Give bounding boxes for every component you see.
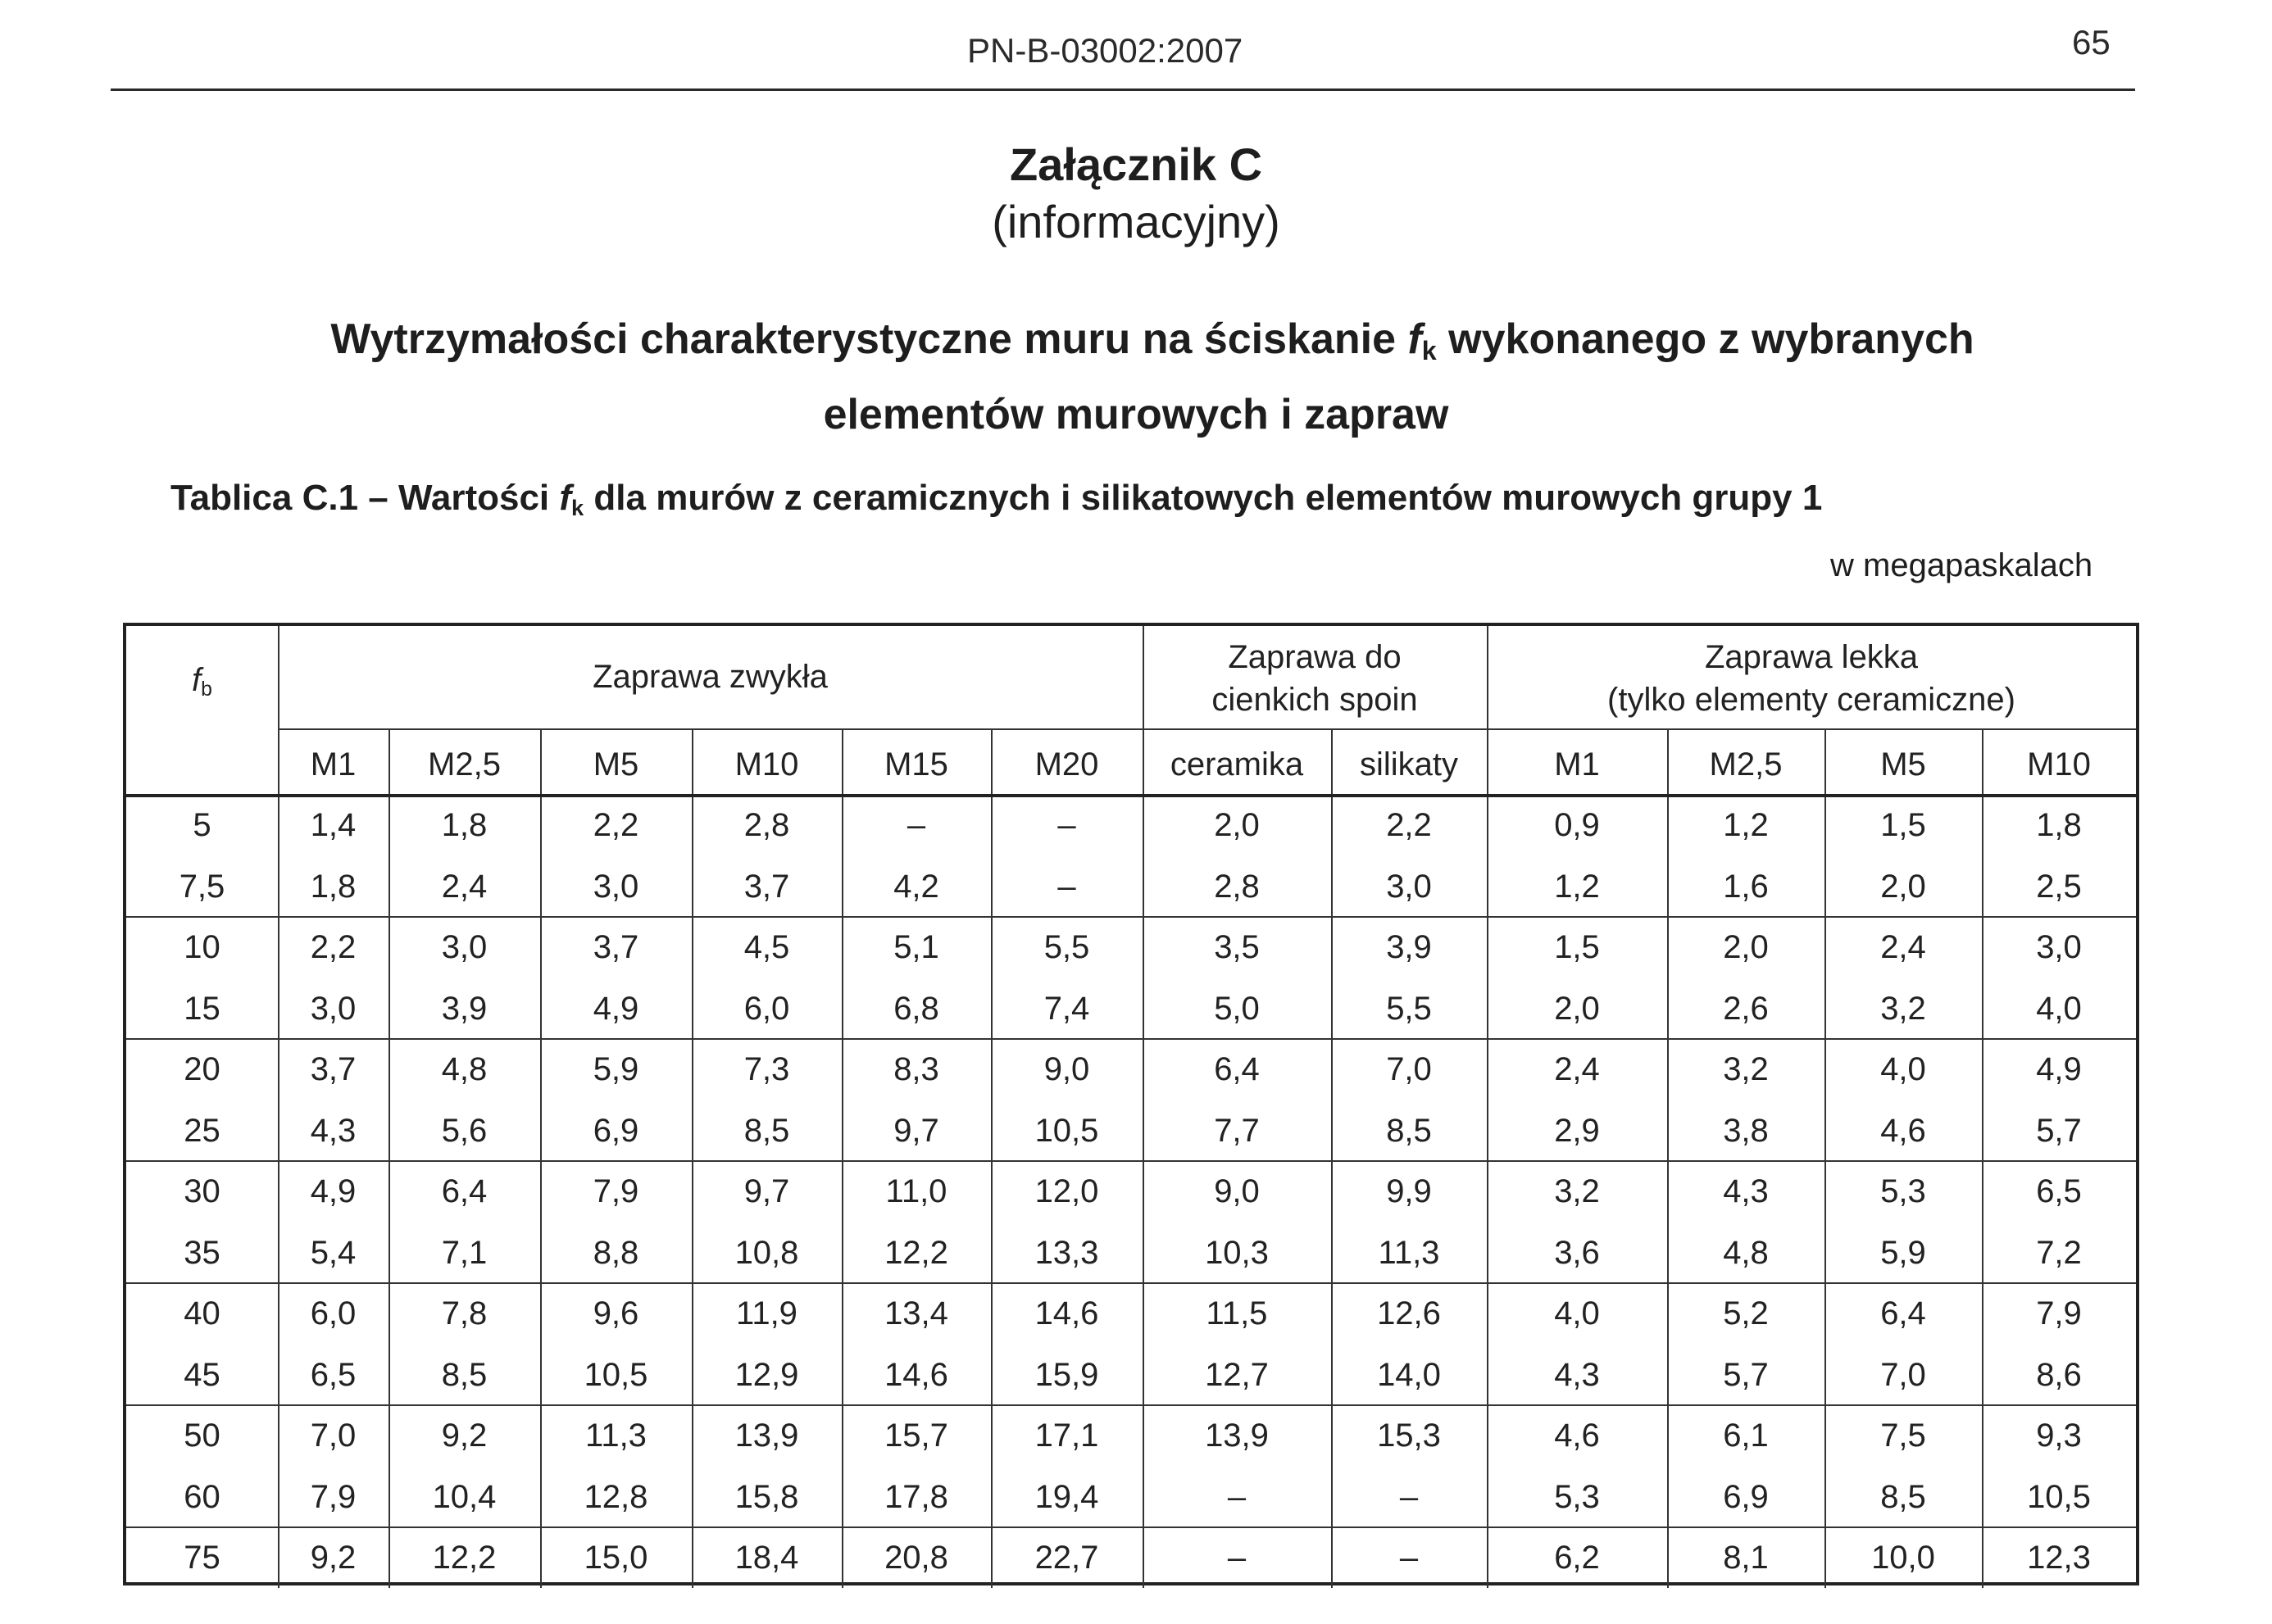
table-cell: 6,5 (2036, 1173, 2082, 1209)
table-cell: 5,1 (893, 929, 939, 965)
table-cell: 2,5 (2036, 868, 2082, 905)
table-cell: 2,0 (1214, 807, 1260, 843)
table-cell: 3,7 (743, 868, 790, 905)
table-cell: 1,4 (310, 807, 357, 843)
table-cell: 5,7 (2036, 1112, 2082, 1149)
table-cell: 8,1 (1723, 1540, 1769, 1576)
column-header: M20 (1034, 746, 1099, 783)
table-cell: 14,6 (1034, 1295, 1099, 1331)
main-title-text-b: wykonanego z wybranych (1436, 315, 1974, 363)
fb-value: 35 (184, 1234, 220, 1271)
fb-value: 20 (184, 1051, 220, 1087)
column-header: M1 (1554, 746, 1600, 783)
table-cell: 3,9 (441, 990, 488, 1027)
row-pair-rule (126, 1282, 2136, 1284)
table-cell: 4,0 (2036, 990, 2082, 1027)
fb-value: 10 (184, 929, 220, 965)
fk-symbol: f (1407, 315, 1422, 363)
table-cell: 2,4 (1554, 1051, 1600, 1087)
table-cell: 1,8 (310, 868, 357, 905)
table-cell: 10,5 (2027, 1478, 2091, 1515)
table-cell: 6,5 (310, 1356, 357, 1393)
table-cell: – (1227, 1478, 1247, 1515)
table-cell: 3,6 (1554, 1234, 1600, 1271)
annex-subtitle: (informacyjny) (992, 196, 1280, 247)
table-cell: 6,2 (1554, 1540, 1600, 1576)
table-cell: 3,0 (441, 929, 488, 965)
table-cell: 13,3 (1034, 1234, 1099, 1271)
table-cell: 11,3 (1378, 1234, 1440, 1271)
table-cell: 4,9 (593, 990, 639, 1027)
table-cell: 9,9 (1386, 1173, 1432, 1209)
table-cell: 3,0 (1386, 868, 1432, 905)
table-cell: 2,2 (593, 807, 639, 843)
table-cell: 5,0 (1214, 990, 1260, 1027)
running-head: PN-B-03002:2007 (967, 31, 1243, 70)
table-cell: 7,0 (1880, 1356, 1926, 1393)
column-header: M10 (734, 746, 799, 783)
table-cell: 1,8 (2036, 807, 2082, 843)
table-cell: 4,5 (743, 929, 790, 965)
table-cell: 4,0 (1880, 1051, 1926, 1087)
table-cell: 9,7 (893, 1112, 939, 1149)
table-cell: 1,5 (1880, 807, 1926, 843)
fb-subscript: b (201, 678, 212, 701)
table-cell: 15,7 (884, 1418, 948, 1454)
table-cell: 5,2 (1723, 1295, 1769, 1331)
table-cell: – (1057, 868, 1076, 905)
table-cell: 9,7 (743, 1173, 790, 1209)
table-cell: 5,3 (1554, 1478, 1600, 1515)
table-cell: 11,0 (885, 1173, 947, 1209)
group-header-rule (278, 728, 2136, 730)
column-header: M5 (1880, 746, 1926, 783)
main-title (0, 307, 2272, 447)
main-title-line-2: elementów murowych i zapraw (823, 391, 1449, 439)
table-cell: 12,0 (1034, 1173, 1099, 1209)
table-cell: 12,8 (584, 1478, 648, 1515)
table-caption-text-a: Tablica C.1 – Wartości (170, 478, 560, 518)
table-cell: 2,4 (1880, 929, 1926, 965)
table-cell: 5,6 (441, 1112, 488, 1149)
table-cell: 7,1 (441, 1234, 488, 1271)
column-header: M2,5 (1709, 746, 1783, 783)
table-cell: 4,3 (1554, 1356, 1600, 1393)
table-cell: – (1399, 1478, 1419, 1515)
annex-title: Załącznik C (1009, 138, 1263, 190)
page-number: 65 (2072, 23, 2111, 61)
fb-value: 50 (184, 1418, 220, 1454)
table-cell: 17,1 (1034, 1418, 1099, 1454)
table-cell: 3,7 (310, 1051, 357, 1087)
fb-value: 30 (184, 1173, 220, 1209)
table-cell: 5,3 (1880, 1173, 1926, 1209)
table-cell: 8,6 (2036, 1356, 2082, 1393)
table-cell: 4,6 (1880, 1112, 1926, 1149)
column-header: silikaty (1359, 746, 1459, 783)
table-cell: 6,8 (893, 990, 939, 1027)
table-cell: 8,5 (743, 1112, 790, 1149)
table-cell: 3,8 (1723, 1112, 1769, 1149)
table-cell: 13,9 (734, 1418, 799, 1454)
column-header: M5 (593, 746, 639, 783)
table-cell: 5,9 (593, 1051, 639, 1087)
table-cell: – (907, 807, 926, 843)
table-cell: 14,0 (1377, 1356, 1441, 1393)
table-cell: 4,8 (1723, 1234, 1769, 1271)
table-cell: 5,5 (1043, 929, 1090, 965)
table-cell: 3,0 (2036, 929, 2082, 965)
table-cell: 9,3 (2036, 1418, 2082, 1454)
table-cell: 11,5 (1206, 1295, 1268, 1331)
table-cell: 9,6 (593, 1295, 639, 1331)
table-cell: 4,9 (310, 1173, 357, 1209)
fb-value: 45 (184, 1356, 220, 1393)
table-cell: 5,5 (1386, 990, 1432, 1027)
row-pair-rule (126, 1038, 2136, 1040)
table-cell: 12,7 (1205, 1356, 1269, 1393)
fk-symbol: f (559, 478, 572, 518)
table-cell: 10,4 (432, 1478, 497, 1515)
table-cell: 2,8 (1214, 868, 1260, 905)
table-cell: 8,5 (1880, 1478, 1926, 1515)
column-header: M10 (2027, 746, 2091, 783)
table-cell: 3,2 (1723, 1051, 1769, 1087)
table-cell: 13,4 (884, 1295, 948, 1331)
table-cell: 9,0 (1043, 1051, 1090, 1087)
group-header (1487, 636, 2136, 726)
main-title-line-1 (16, 307, 2272, 383)
table-cell: 4,3 (1723, 1173, 1769, 1209)
table-cell: 7,0 (310, 1418, 357, 1454)
table-cell: 7,0 (1386, 1051, 1432, 1087)
table-cell: 4,3 (310, 1112, 357, 1149)
table-cell: 3,5 (1214, 929, 1260, 965)
table-cell: 7,9 (2036, 1295, 2082, 1331)
table-cell: 4,8 (441, 1051, 488, 1087)
table-cell: 2,2 (1386, 807, 1432, 843)
table-cell: 6,1 (1723, 1418, 1769, 1454)
table-cell: 1,8 (441, 807, 488, 843)
unit-note: w megapaskalach (1830, 547, 2093, 583)
table-cell: 4,0 (1554, 1295, 1600, 1331)
table-cell: 15,9 (1034, 1356, 1099, 1393)
table-cell: 9,2 (441, 1418, 488, 1454)
table-cell: 9,2 (310, 1540, 357, 1576)
table-cell: 10,5 (1034, 1112, 1099, 1149)
group-header-line-2: (tylko elementy ceramiczne) (1607, 682, 2015, 718)
table-caption (170, 478, 1822, 521)
table-cell: 13,9 (1205, 1418, 1269, 1454)
table-cell: 2,9 (1554, 1112, 1600, 1149)
table-cell: 3,7 (593, 929, 639, 965)
fb-value: 60 (184, 1478, 220, 1515)
table-cell: 3,9 (1386, 929, 1432, 965)
header-rule (111, 88, 2135, 91)
table-cell: 2,0 (1723, 929, 1769, 965)
table-cell: 14,6 (884, 1356, 948, 1393)
table-cell: 12,3 (2027, 1540, 2091, 1576)
fb-value: 5 (193, 807, 211, 843)
table-cell: 7,5 (1880, 1418, 1926, 1454)
table-cell: 7,4 (1043, 990, 1090, 1027)
table-cell: 11,3 (585, 1418, 647, 1454)
column-header: M1 (310, 746, 357, 783)
group-header: Zaprawa zwykła (593, 659, 828, 695)
table-cell: – (1399, 1540, 1419, 1576)
table-cell: 19,4 (1034, 1478, 1099, 1515)
table-cell: – (1057, 807, 1076, 843)
table-cell: 9,0 (1214, 1173, 1260, 1209)
table-cell: 4,9 (2036, 1051, 2082, 1087)
table-cell: 8,8 (593, 1234, 639, 1271)
table-cell: 1,2 (1723, 807, 1769, 843)
table-cell: 18,4 (734, 1540, 799, 1576)
fb-symbol: f (192, 662, 202, 698)
fb-value: 7,5 (179, 868, 225, 905)
table-cell: 10,0 (1871, 1540, 1935, 1576)
table-cell: 2,0 (1554, 990, 1600, 1027)
strength-table (123, 623, 2139, 1585)
table-cell: 12,9 (734, 1356, 799, 1393)
fb-header (126, 659, 278, 708)
table-cell: 2,0 (1880, 868, 1926, 905)
group-header-line-1: Zaprawa lekka (1704, 639, 1919, 675)
table-cell: 12,6 (1377, 1295, 1441, 1331)
table-cell: 6,9 (1723, 1478, 1769, 1515)
table-cell: 11,9 (736, 1295, 797, 1331)
table-cell: 6,4 (1880, 1295, 1926, 1331)
table-cell: 6,0 (743, 990, 790, 1027)
table-cell: 4,2 (893, 868, 939, 905)
fk-subscript: k (1421, 336, 1437, 366)
table-cell: 1,2 (1554, 868, 1600, 905)
table-cell: 0,9 (1554, 807, 1600, 843)
table-cell: 12,2 (884, 1234, 948, 1271)
table-cell: 17,8 (884, 1478, 948, 1515)
table-cell: 1,5 (1554, 929, 1600, 965)
fk-subscript: k (571, 494, 584, 520)
table-cell: 5,7 (1723, 1356, 1769, 1393)
column-header: M15 (884, 746, 948, 783)
table-cell: 6,4 (1214, 1051, 1260, 1087)
table-cell: 6,4 (441, 1173, 488, 1209)
table-cell: 6,0 (310, 1295, 357, 1331)
table-cell: 4,6 (1554, 1418, 1600, 1454)
row-pair-rule (126, 1160, 2136, 1162)
table-cell: 10,3 (1205, 1234, 1269, 1271)
row-pair-rule (126, 1526, 2136, 1528)
table-cell: 22,7 (1034, 1540, 1099, 1576)
table-cell: 2,4 (441, 868, 488, 905)
main-title-text-a: Wytrzymałości charakterystyczne muru na ściskanie (330, 315, 1408, 363)
column-header: M2,5 (428, 746, 501, 783)
table-cell: 10,5 (584, 1356, 648, 1393)
table-cell: 2,6 (1723, 990, 1769, 1027)
table-cell: 7,2 (2036, 1234, 2082, 1271)
table-cell: 10,8 (734, 1234, 799, 1271)
table-cell: 7,3 (743, 1051, 790, 1087)
table-cell: 3,2 (1880, 990, 1926, 1027)
table-cell: 7,9 (310, 1478, 357, 1515)
table-cell: 3,0 (310, 990, 357, 1027)
table-cell: 7,7 (1214, 1112, 1260, 1149)
fb-value: 15 (184, 990, 220, 1027)
fb-value: 75 (184, 1540, 220, 1576)
table-cell: 8,5 (1386, 1112, 1432, 1149)
column-header-rule (126, 794, 2136, 797)
table-cell: 3,0 (593, 868, 639, 905)
group-header-line-2: cienkich spoin (1211, 682, 1418, 718)
row-pair-rule (126, 916, 2136, 918)
table-cell: 7,9 (593, 1173, 639, 1209)
table-cell: 5,4 (310, 1234, 357, 1271)
table-cell: 20,8 (884, 1540, 948, 1576)
table-cell: – (1227, 1540, 1247, 1576)
table-cell: 7,8 (441, 1295, 488, 1331)
group-header (1143, 636, 1487, 726)
table-cell: 15,0 (584, 1540, 648, 1576)
table-cell: 1,6 (1723, 868, 1769, 905)
table-caption-text-b: dla murów z ceramicznych i silikatowych elementów murowych grupy 1 (584, 478, 1823, 518)
table-cell: 2,8 (743, 807, 790, 843)
table-cell: 15,8 (734, 1478, 799, 1515)
column-header: ceramika (1170, 746, 1304, 783)
row-pair-rule (126, 1404, 2136, 1406)
fb-value: 40 (184, 1295, 220, 1331)
table-cell: 6,9 (593, 1112, 639, 1149)
group-header-line-1: Zaprawa do (1228, 639, 1402, 675)
table-cell: 15,3 (1377, 1418, 1441, 1454)
fb-value: 25 (184, 1112, 220, 1149)
table-cell: 8,3 (893, 1051, 939, 1087)
table-cell: 12,2 (432, 1540, 497, 1576)
table-cell: 3,2 (1554, 1173, 1600, 1209)
table-cell: 2,2 (310, 929, 357, 965)
table-cell: 5,9 (1880, 1234, 1926, 1271)
table-cell: 8,5 (441, 1356, 488, 1393)
